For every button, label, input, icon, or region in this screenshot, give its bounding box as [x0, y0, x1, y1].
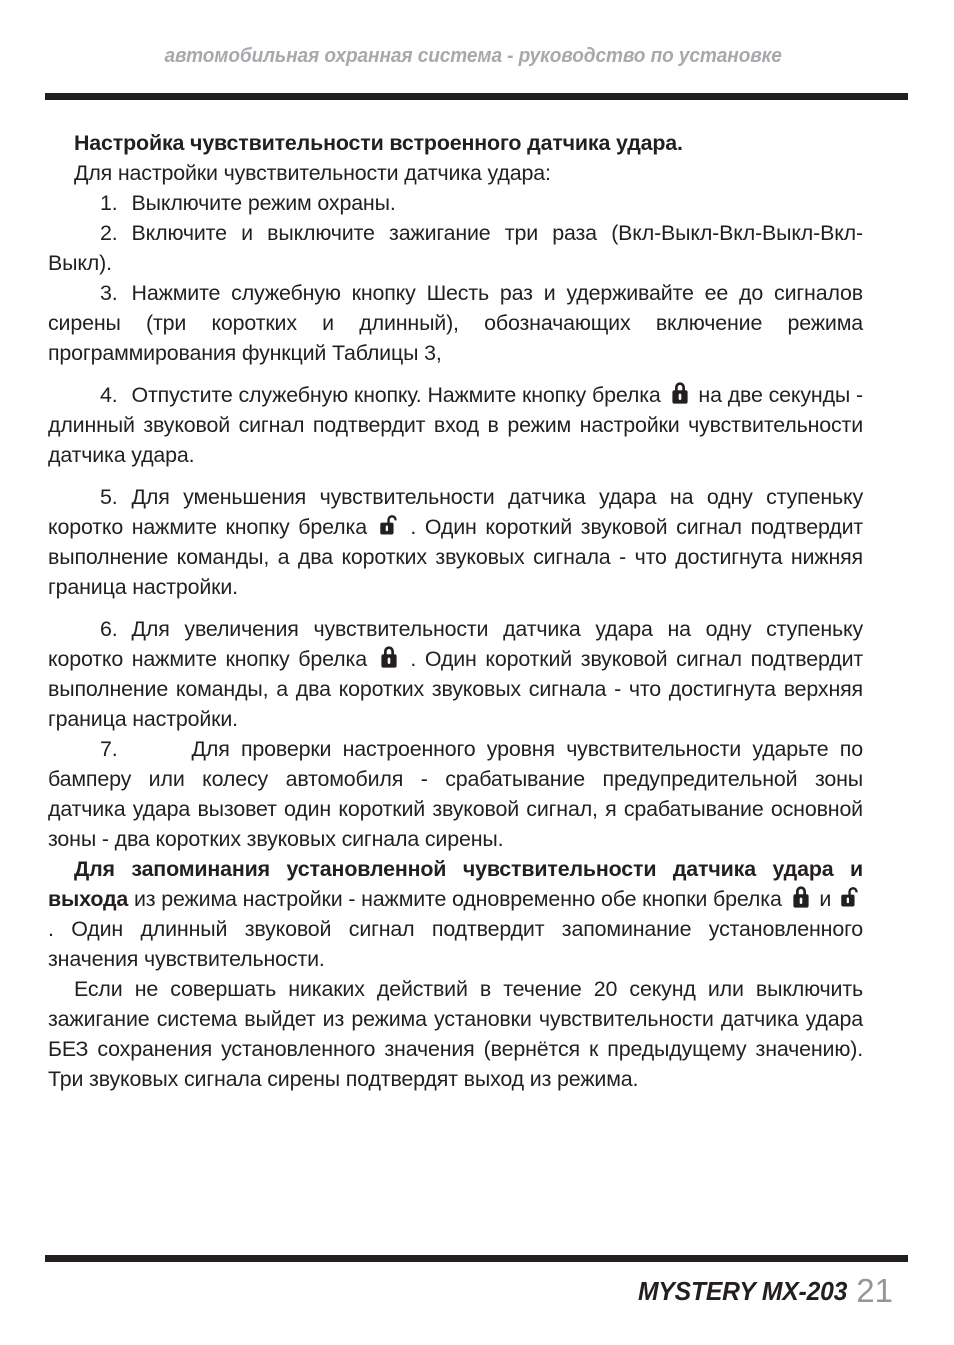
save-paragraph-mid: из режима настройки - нажмите одновременно обе кнопки брелка	[133, 887, 782, 911]
step-2-text: Включите и выключите зажигание три раза (Вкл-Выкл-Вкл-Выкл-Вкл-Выкл).	[48, 221, 863, 275]
step-4-number: 4.	[100, 383, 118, 407]
step-2-number: 2.	[100, 221, 118, 245]
step-6	[48, 614, 863, 734]
footer-divider-rule	[45, 1255, 908, 1262]
step-5	[48, 482, 863, 602]
save-settings-paragraph	[48, 854, 863, 974]
lock-closed-icon	[379, 645, 399, 669]
lock-closed-icon	[791, 885, 811, 909]
save-paragraph-bold: Для запоминания установленной чувствительности датчика удара и выхода	[48, 857, 863, 911]
step-7-number: 7.	[100, 737, 118, 761]
page-content	[48, 128, 863, 1094]
step-1-text: Выключите режим охраны.	[131, 191, 396, 215]
timeout-paragraph: Если не совершать никаких действий в течение 20 секунд или выключить зажигание система выйдет из режима установки чувствительности датчика удара БЕЗ сохранения установленного значения (вернётся к предыдущему значению). Три звуковых сигнала сирены подтвердят выход из режима.	[48, 977, 863, 1091]
lock-closed-icon	[670, 381, 690, 405]
step-4-text-after: на две секунды - длинный звуковой сигнал подтвердит вход в режим настройки чувствительности датчика удара.	[48, 383, 864, 467]
save-paragraph-after: . Один длинный звуковой сигнал подтвердит запоминание установленного значения чувствительности.	[48, 917, 863, 971]
save-paragraph-conjunction: и	[819, 887, 832, 911]
page-number: 21	[856, 1272, 893, 1309]
step-4-text-before: Отпустите служебную кнопку. Нажмите кнопку брелка	[131, 383, 661, 407]
step-5-text-before: Для уменьшения чувствительности датчика удара на одну ступеньку коротко нажмите кнопку брелка	[48, 485, 863, 539]
page-header	[0, 44, 782, 68]
step-3-text: Нажмите служебную кнопку Шесть раз и удерживайте ее до сигналов сирены (три коротких и длинный), обозначающих включение режима программирования функций Таблицы 3,	[48, 281, 863, 365]
section-heading: Настройка чувствительности встроенного датчика удара.	[74, 131, 683, 155]
page-footer	[0, 1272, 893, 1310]
step-6-number: 6.	[100, 617, 118, 641]
header-title: автомобильная охранная система - руководство по установке	[164, 44, 782, 67]
step-6-text-after: . Один короткий звуковой сигнал подтвердит выполнение команды, а два коротких звуковых сигнала - что достигнута верхняя граница настройки.	[48, 647, 864, 731]
lock-open-icon	[379, 513, 399, 537]
step-6-text-before: Для увеличения чувствительности датчика удара на одну ступеньку коротко нажмите кнопку брелка	[48, 617, 863, 671]
lock-open-icon	[840, 885, 860, 909]
step-7-text: Для проверки настроенного уровня чувствительности ударьте по бамперу или колесу автомобиля - срабатывание предупредительной зоны датчика удара вызовет один короткий звуковой сигнал, я срабатывание основной зоны - два коротких звуковых сигнала сирены.	[48, 737, 863, 851]
section-intro: Для настройки чувствительности датчика удара:	[74, 161, 551, 185]
step-3-number: 3.	[100, 281, 118, 305]
step-3	[48, 278, 863, 368]
step-1-number: 1.	[100, 191, 118, 215]
step-5-text-after: . Один короткий звуковой сигнал подтвердит выполнение команды, а два коротких звуковых сигнала - что достигнута нижняя граница настройки.	[48, 515, 864, 599]
header-divider-rule	[45, 93, 908, 100]
step-4	[48, 380, 863, 470]
footer-brand-label: MYSTERY MX-203	[638, 1276, 848, 1306]
step-2	[48, 218, 863, 278]
step-5-number: 5.	[100, 485, 118, 509]
step-7	[48, 734, 863, 854]
step-1	[48, 188, 863, 218]
